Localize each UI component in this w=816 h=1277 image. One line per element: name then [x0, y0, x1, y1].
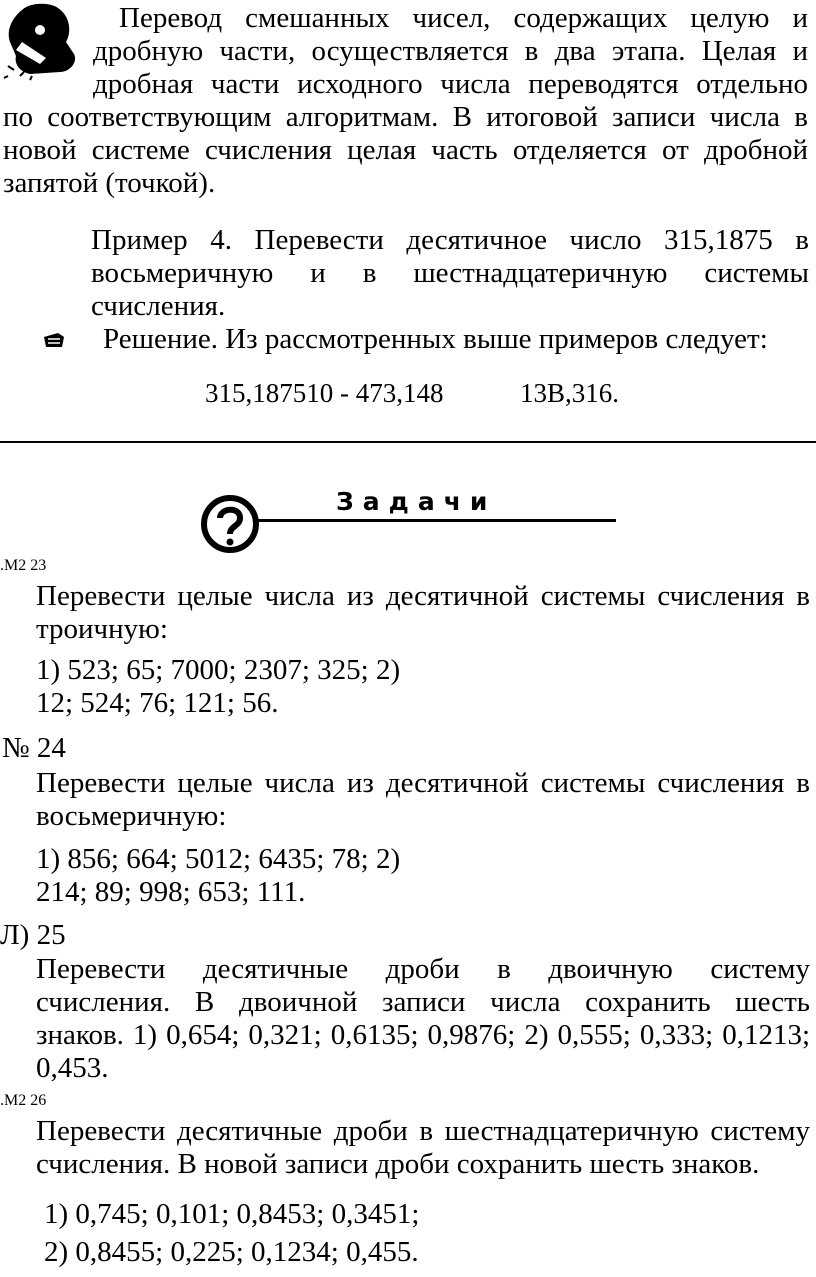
task-answers [44, 1195, 419, 1271]
task-number: Л) 25 [0, 919, 66, 951]
tasks-title: Задачи [336, 487, 497, 516]
task-answer-line: 1) 523; 65; 7000; 2307; 325; 2) [36, 654, 401, 686]
tasks-title-underline [258, 519, 616, 522]
task-text [36, 953, 810, 1085]
intro-line: дробная части исходного числа переводятся отдельно [93, 68, 808, 100]
task-line: восьмеричную: [36, 800, 227, 832]
task-line: счисления. В новой записи дроби сохранить шесть знаков. [36, 1148, 760, 1180]
question-icon [198, 490, 262, 556]
task-line: Перевести целые числа из десятичной системы счисления в [36, 767, 810, 799]
example-line: восьмеричную и в шестнадцатеричную системы [91, 257, 809, 289]
solution-text: Решение. Из рассмотренных выше примеров следует: [103, 323, 768, 355]
task-answer-line: 2) 0,8455; 0,225; 0,1234; 0,455. [44, 1236, 419, 1268]
pointing-hand-icon [42, 329, 66, 351]
task-line: знаков. 1) 0,654; 0,321; 0,6135; 0,9876; 2) 0,555; 0,333; 0,1213; [36, 1019, 810, 1051]
intro-line: по соответствующим алгоритмам. В итоговой записи числа в [3, 101, 808, 133]
task-answers [36, 654, 400, 720]
intro-line: Перевод смешанных чисел, содержащих целую и [119, 2, 808, 34]
task-number: .М2 23 [0, 557, 47, 574]
intro-line: дробную части, осуществляется в два этапа. Целая и [93, 35, 808, 67]
formula-right: 13В,316. [520, 378, 620, 408]
task-answer-line: 214; 89; 998; 653; 111. [36, 876, 306, 908]
task-number: № 24 [2, 732, 66, 764]
example-line: счисления. [91, 290, 226, 322]
intro-paragraph-rest [3, 101, 808, 200]
task-line: Перевести десятичные дроби в шестнадцатеричную систему [36, 1115, 810, 1147]
example-block [91, 224, 809, 323]
task-answer-line: 12; 524; 76; 121; 56. [36, 687, 279, 719]
intro-line: запятой (точкой). [3, 167, 216, 199]
intro-line: новой системе счисления целая часть отделяется от дробной [3, 134, 808, 166]
task-line: троичную: [36, 613, 168, 645]
formula-left: 315,187510 - 473,148 [205, 378, 444, 408]
task-line: счисления. В двоичной записи числа сохранить шесть [36, 986, 810, 1018]
intro-paragraph-first-lines [93, 2, 808, 101]
task-answer-line: 1) 0,745; 0,101; 0,8453; 0,3451; [44, 1198, 420, 1230]
task-number: .М2 26 [0, 1092, 47, 1109]
task-line: Перевести целые числа из десятичной системы счисления в [36, 580, 810, 612]
task-answers [36, 843, 400, 909]
task-text [36, 1115, 810, 1181]
horizontal-divider [0, 441, 816, 443]
task-line: 0,453. [36, 1052, 109, 1084]
task-line: Перевести десятичные дроби в двоичную систему [36, 953, 810, 985]
reading-person-icon [0, 2, 82, 84]
task-answer-line: 1) 856; 664; 5012; 6435; 78; 2) [36, 843, 401, 875]
example-line: Пример 4. Перевести десятичное число 315,1875 в [91, 224, 809, 256]
task-text [36, 767, 810, 833]
task-text [36, 580, 810, 646]
